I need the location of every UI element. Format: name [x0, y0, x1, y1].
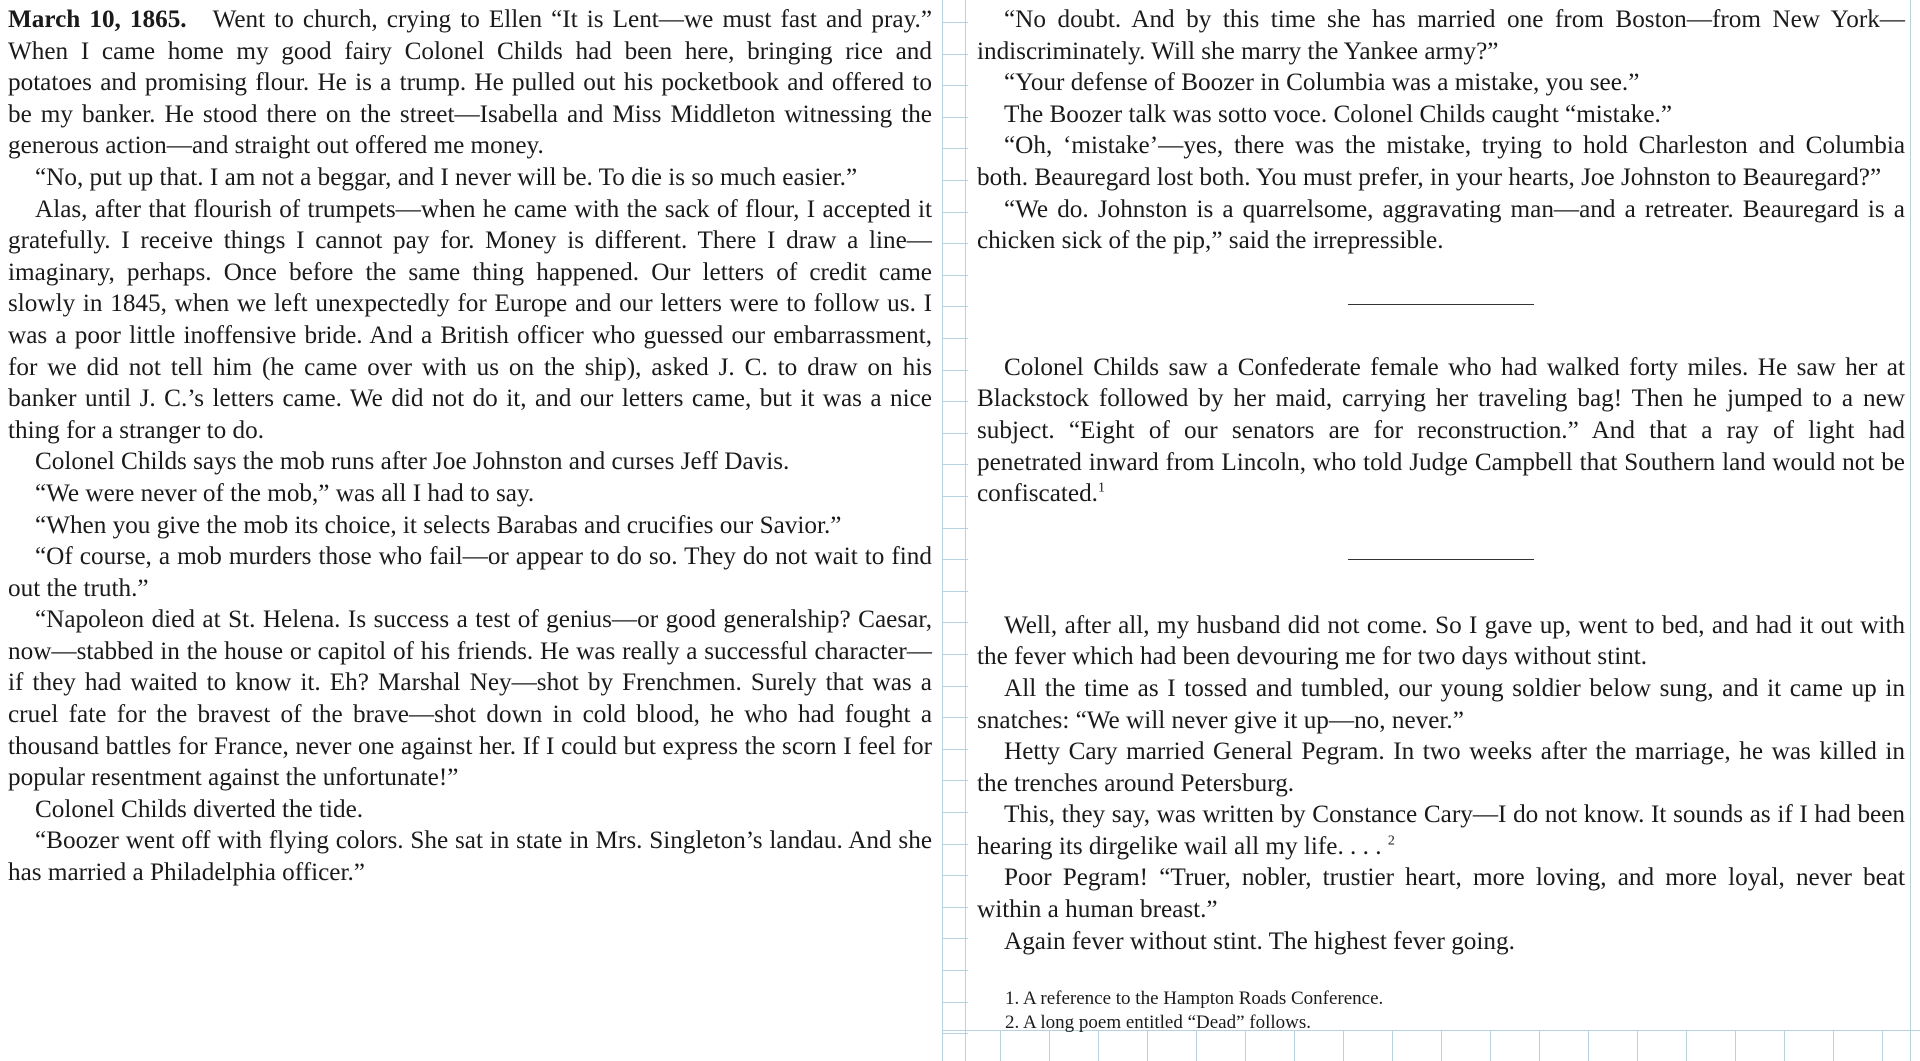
section-break — [977, 257, 1905, 352]
ruling-tick — [942, 401, 968, 402]
ruling-tick — [942, 591, 968, 592]
footnote-ref: 1 — [1097, 480, 1105, 496]
paragraph: Alas, after that flourish of trumpets—when he came with the sack of flour, I accepted it gratefully. I receive things I cannot pay for. Money is different. There I draw a line—imaginary, perhaps. Once before the same thing happened. Our letters of credit came slowly in 1845, when we left unexpectedly for Europe and our letters were to follow us. I was a poor little inoffensive bride. And a British officer who guessed our embarrassment, for we did not tell him (he came over with us on the ship), asked J. C. to draw on his banker until J. C.’s letters came. We did not do it, and our letters came, but it was a nice thing for a stranger to do. — [8, 195, 932, 444]
left-column — [8, 4, 932, 889]
ruling-tick — [942, 686, 968, 687]
paragraph: “Boozer went off with flying colors. She sat in state in Mrs. Singleton’s landau. And she has married a Philadelphia officer.” — [8, 827, 932, 887]
section-divider — [1348, 304, 1534, 305]
ruling-tick — [942, 938, 968, 939]
paragraph-text: This, they say, was written by Constance Cary—I do not know. It sounds as if I had been hearing its dirgelike wail all my life. . . . — [977, 801, 1905, 860]
ruling-tick — [942, 749, 968, 750]
ruling-tick — [942, 54, 968, 55]
ruling-tick — [942, 275, 968, 276]
paragraph: Well, after all, my husband did not come. So I gave up, went to bed, and had it out with the fever which had been devouring me for two days without stint. — [977, 611, 1905, 671]
paragraph: “We were never of the mob,” was all I had to say. — [35, 479, 535, 507]
paragraph: “When you give the mob its choice, it selects Barabas and crucifies our Savior.” — [35, 511, 842, 539]
paragraph: “No doubt. And by this time she has married one from Boston—from New York—indiscriminately. Will she marry the Yankee army?” — [977, 6, 1905, 65]
ruling-tick — [942, 907, 968, 908]
ruling-tick — [942, 1033, 968, 1034]
ruling-tick — [942, 180, 968, 181]
footnote: 2. A long poem entitled “Dead” follows. — [1005, 1012, 1312, 1034]
paragraph: Hetty Cary married General Pegram. In two weeks after the marriage, he was killed in the trenches around Petersburg. — [977, 738, 1905, 797]
ruling-tick — [942, 844, 968, 845]
paragraph-text: Went to church, crying to Ellen “It is Lent—we must fast and pray.” When I came home my good fairy Colonel Childs had been here, bringing rice and potatoes and promising flour. He is a trump. He pulled out his pocketbook and offered to be my banker. He stood there on the street—Isabella and Miss Middleton witnessing the generous action—and straight out offered me money. — [8, 6, 932, 160]
section-divider — [1348, 559, 1534, 560]
footnote-ref: 2 — [1387, 833, 1395, 849]
section-break — [977, 510, 1905, 610]
ruling-tick — [942, 433, 968, 434]
paragraph: “Napoleon died at St. Helena. Is success a test of genius—or good generalship? Caesar, now—stabbed in the house or capitol of his friends. He was really a successful character—if they had waited to know it. Eh? Marshal Ney—shot by Frenchmen. Surely that was a cruel fate for the bravest of the brave—shot down in cold blood, he who had fought a thousand battles for France, never one against her. If I could but express the scorn I feel for popular resentment against the unfortunate!” — [8, 606, 932, 792]
paragraph: “Oh, ‘mistake’—yes, there was the mistake, trying to hold Charleston and Columbia both. Beauregard lost both. You must prefer, in your hearts, Joe Johnston to Beauregard?” — [977, 132, 1905, 191]
paragraph: “Your defense of Boozer in Columbia was a mistake, you see.” — [1004, 69, 1640, 97]
ruling-tick — [942, 875, 968, 876]
ruling-tick — [942, 1002, 968, 1003]
ruling-tick — [942, 85, 968, 86]
paragraph: “No, put up that. I am not a beggar, and I never will be. To die is so much easier.” — [35, 163, 858, 191]
ruling-tick — [942, 464, 968, 465]
ruling-tick — [942, 22, 968, 23]
ruling-tick — [942, 717, 968, 718]
paragraph: “Of course, a mob murders those who fail—or appear to do so. They do not wait to find out the truth.” — [8, 543, 932, 602]
entry-date: March 10, 1865. — [8, 6, 187, 33]
gutter-rule-right — [965, 0, 966, 1061]
paragraph: Colonel Childs diverted the tide. — [35, 795, 364, 823]
entry-paragraph — [8, 4, 932, 162]
ruling-tick — [942, 812, 968, 813]
paragraph-with-note — [977, 352, 1905, 510]
ruling-tick — [942, 528, 968, 529]
ruling-tick — [942, 306, 968, 307]
paragraph: “We do. Johnston is a quarrelsome, aggravating man—and a retreater. Beauregard is a chicken sick of the pip,” said the irrepressible. — [977, 195, 1905, 255]
right-column — [977, 4, 1905, 1035]
paragraph: Colonel Childs says the mob runs after Joe Johnston and curses Jeff Davis. — [35, 448, 790, 476]
paragraph: Again fever without stint. The highest fever going. — [1004, 927, 1515, 955]
paragraph: The Boozer talk was sotto voce. Colonel Childs caught “mistake.” — [1004, 100, 1673, 128]
ruling-tick — [942, 212, 968, 213]
paragraph-with-note — [977, 799, 1905, 862]
ruling-tick — [942, 338, 968, 339]
paragraph: All the time as I tossed and tumbled, our young soldier below sung, and it came up in snatches: “We will never give it up—no, never.” — [977, 674, 1905, 734]
ruling-tick — [942, 622, 968, 623]
ruling-tick — [942, 117, 968, 118]
ruling-tick — [942, 780, 968, 781]
ruling-tick — [942, 559, 968, 560]
ruling-tick — [942, 370, 968, 371]
paragraph-text: Colonel Childs saw a Confederate female who had walked forty miles. He saw her at Blackstock followed by her maid, carrying her traveling bag! Then he jumped to a new subject. “Eight of our senators are for reconstruction.” And that a ray of light had penetrated inward from Lincoln, who told Judge Campbell that Southern land would not be confiscated. — [977, 353, 1905, 508]
ruling-tick — [942, 970, 968, 971]
ruling-tick — [942, 654, 968, 655]
ruling-tick — [942, 496, 968, 497]
paragraph: Poor Pegram! “Truer, nobler, trustier heart, more loving, and more loyal, never beat within a human breast.” — [977, 864, 1905, 924]
gutter-rule-left — [942, 0, 943, 1061]
footnotes — [977, 987, 1905, 1035]
ruling-tick — [942, 243, 968, 244]
right-edge-rule — [1910, 0, 1911, 1061]
ruling-tick — [942, 148, 968, 149]
footnote: 1. A reference to the Hampton Roads Conference. — [1005, 988, 1384, 1010]
